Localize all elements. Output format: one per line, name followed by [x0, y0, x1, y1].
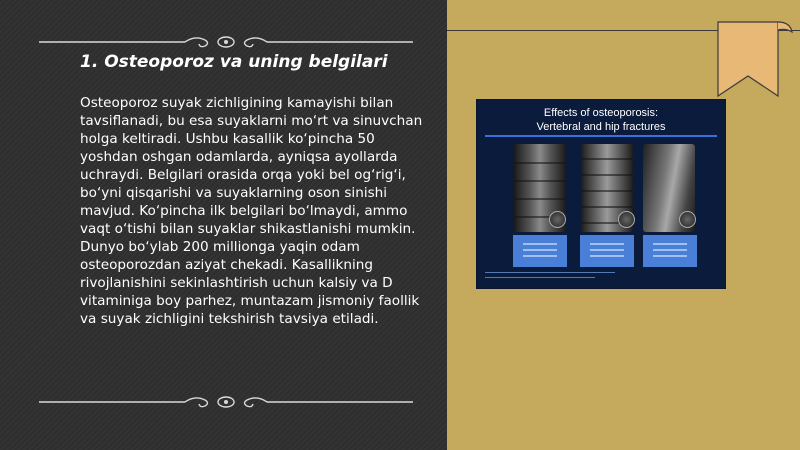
top-ornament [35, 32, 417, 52]
figure-title [477, 106, 725, 134]
bookmark-ribbon-icon [716, 18, 796, 100]
figure-title-line2: Vertebral and hip fractures [536, 121, 666, 133]
inset-badge-icon [549, 211, 566, 228]
caption-box [580, 235, 634, 267]
inset-badge-icon [618, 211, 635, 228]
osteoporosis-xray-figure [476, 99, 726, 289]
figure-footnote-line [485, 272, 615, 273]
figure-title-line1: Effects of osteoporosis: [543, 107, 659, 119]
figure-title-underline [485, 135, 717, 137]
bottom-ornament [35, 392, 417, 412]
caption-box [643, 235, 697, 267]
slide-body-text: Osteoporoz suyak zichligining kamayishi bilan tavsiflanadi, bu esa suyaklarni mo‘rt va sinuvchan holga keltiradi. Ushbu kasallik ko‘pincha 50 yoshdan oshgan odamlarda, ayniqsa ayollarda uchraydi. Belgilari orasida orqa yoki bel og‘rig‘i, bo‘yni qisqarishi va suyaklarning oson sinishi mavjud. Ko‘pincha ilk belgilari bo‘lmaydi, ammo vaqt o‘tishi bilan suyaklar shikastlanishi mumkin. Dunyo bo‘ylab 200 millionga yaqin odam osteoporozdan aziyat chekadi. Kasallikning rivojlanishini sekinlashtirish uchun kalsiy va D vitaminiga boy parhez, muntazam jismoniy faollik va suyak zichligini tekshirish tavsiya etiladi. [80, 95, 423, 327]
figure-footnote-line [485, 277, 595, 278]
caption-box [513, 235, 567, 267]
inset-badge-icon [679, 211, 696, 228]
slide-heading: 1. Osteoporoz va uning belgilari [80, 52, 388, 72]
